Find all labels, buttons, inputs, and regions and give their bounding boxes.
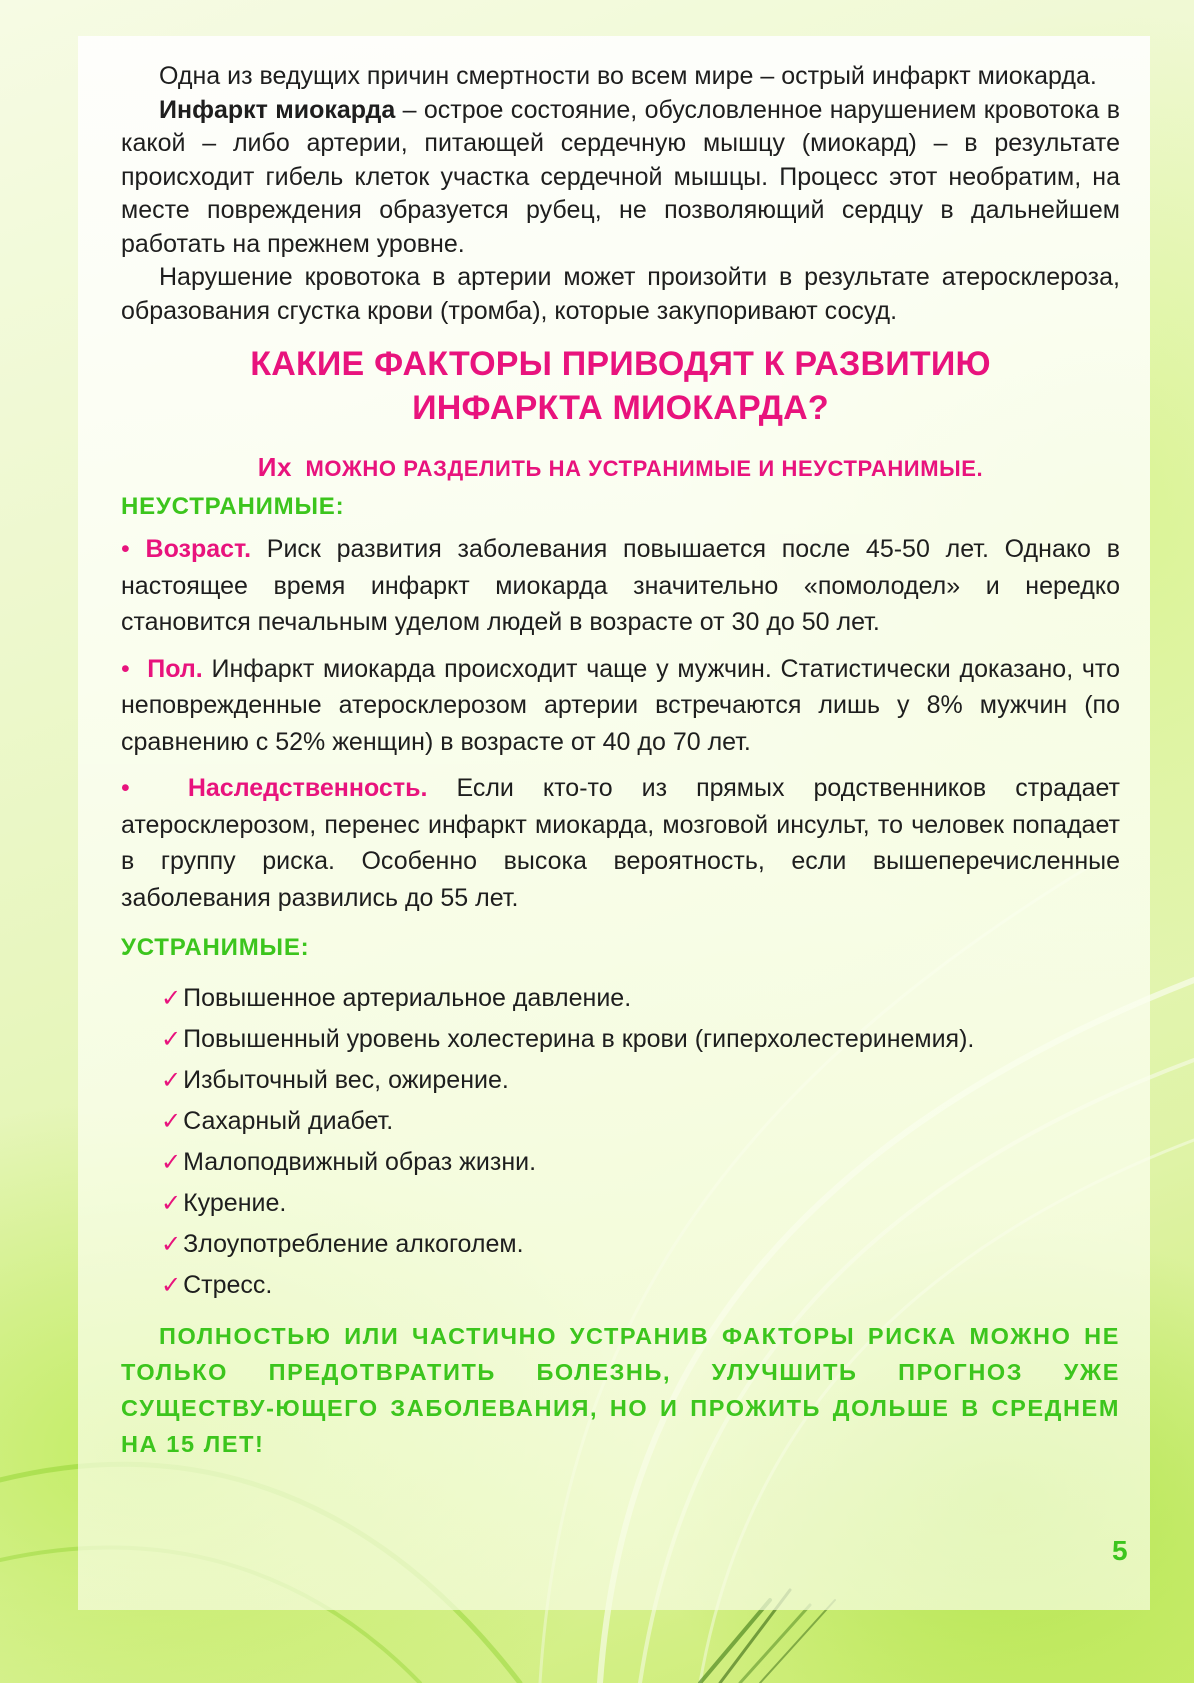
list-item-text: Повышенное артериальное давление. xyxy=(183,984,632,1012)
checkmark-icon: ✓ xyxy=(161,1149,182,1176)
list-item xyxy=(161,1142,1120,1183)
list-item xyxy=(161,1019,1120,1060)
term-myocardial-infarction: Инфаркт миокарда xyxy=(159,95,396,124)
factor-age-text: Риск развития заболевания повышается после 45-50 лет. Однако в настоящее время инфаркт миокарда значительно «помолодел» и нередко становится печальным уделом людей в возрасте от 30 до 50 лет. xyxy=(121,535,1120,636)
list-item-text: Повышенный уровень холестерина в крови (гиперхолестеринемия). xyxy=(183,1025,975,1053)
bullet-icon: • xyxy=(121,774,130,802)
section-subtitle xyxy=(121,452,1120,483)
section-title-line-1: КАКИЕ ФАКТОРЫ ПРИВОДЯТ К РАЗВИТИЮ xyxy=(250,345,991,383)
list-item-text: Сахарный диабет. xyxy=(183,1107,394,1135)
list-item xyxy=(161,1224,1120,1265)
checkmark-icon: ✓ xyxy=(161,1067,182,1094)
section-title-line-2: ИНФАРКТА МИОКАРДА? xyxy=(412,389,829,427)
intro-paragraph-2 xyxy=(121,94,1120,262)
list-item-text: Курение. xyxy=(183,1189,287,1217)
page-content xyxy=(121,60,1120,1462)
factor-age-label: Возраст. xyxy=(145,535,252,563)
factor-heredity-text: Если кто-то из прямых родственников страдает атеросклерозом, перенес инфаркт миокарда, мозговой инсульт, то человек попадает в группу риска. Особенно высока вероятность, если вышеперечисленные заболевания развились до 55 лет. xyxy=(121,774,1120,912)
list-item xyxy=(161,1101,1120,1142)
subtitle-first-word: Их xyxy=(257,452,293,482)
intro-paragraph-3: Нарушение кровотока в артерии может произойти в результате атеросклероза, образования сгустка крови (тромба), которые закупоривают сосуд. xyxy=(121,263,1120,325)
modifiable-heading: УСТРАНИМЫЕ: xyxy=(121,934,310,961)
factor-sex xyxy=(121,651,1120,761)
checkmark-icon: ✓ xyxy=(161,1108,182,1135)
checkmark-icon: ✓ xyxy=(161,1272,182,1299)
list-item-text: Злоупотребление алкоголем. xyxy=(183,1230,524,1258)
non-modifiable-heading: НЕУСТРАНИМЫЕ: xyxy=(121,493,345,520)
intro-paragraph-1: Одна из ведущих причин смертности во всем мире – острый инфаркт миокарда. xyxy=(159,62,1097,90)
bullet-icon: • xyxy=(121,535,130,563)
bullet-icon: • xyxy=(121,654,130,683)
modifiable-factors-list xyxy=(121,978,1120,1306)
list-item xyxy=(161,978,1120,1019)
conclusion-text: ПОЛНОСТЬЮ ИЛИ ЧАСТИЧНО УСТРАНИВ ФАКТОРЫ РИСКА МОЖНО НЕ ТОЛЬКО ПРЕДОТВРАТИТЬ БОЛЕЗНЬ, УЛУЧШИТЬ ПРОГНОЗ УЖЕ СУЩЕСТВУ-ЮЩЕГО ЗАБОЛЕВАНИЯ, НО И ПРОЖИТЬ ДОЛЬШЕ В СРЕДНЕМ НА 15 ЛЕТ! xyxy=(121,1323,1120,1457)
factor-sex-label: Пол. xyxy=(147,654,203,683)
intro-paragraph-2-text: – острое состояние, обусловленное нарушением кровотока в какой – либо артерии, питающей сердечную мышцу (миокард) – в результате происходит гибель клеток участка сердечной мышцы. Процесс этот необратим, на месте повреждения образуется рубец, не позволяющий сердцу в дальнейшем работать на прежнем уровне. xyxy=(121,95,1120,258)
subtitle-rest: МОЖНО РАЗДЕЛИТЬ НА УСТРАНИМЫЕ И НЕУСТРАНИМЫЕ. xyxy=(305,456,984,481)
list-item-text: Стресс. xyxy=(183,1271,273,1299)
list-item-text: Избыточный вес, ожирение. xyxy=(183,1066,509,1094)
factor-sex-text: Инфаркт миокарда происходит чаще у мужчин. Статистически доказано, что неповрежденные атеросклерозом артерии встречаются лишь у 8% мужчин (по сравнению с 52% женщин) в возрасте от 40 до 70 лет. xyxy=(121,654,1120,756)
list-item xyxy=(161,1060,1120,1101)
list-item xyxy=(161,1265,1120,1306)
factor-age xyxy=(121,531,1120,641)
list-item-text: Малоподвижный образ жизни. xyxy=(183,1148,537,1176)
checkmark-icon: ✓ xyxy=(161,1026,182,1053)
checkmark-icon: ✓ xyxy=(161,1190,182,1217)
section-title xyxy=(121,342,1120,430)
checkmark-icon: ✓ xyxy=(161,985,182,1012)
checkmark-icon: ✓ xyxy=(161,1231,182,1258)
factor-heredity xyxy=(121,770,1120,916)
page-number: 5 xyxy=(1112,1535,1128,1566)
list-item xyxy=(161,1183,1120,1224)
factor-heredity-label: Наследственность. xyxy=(187,774,428,802)
